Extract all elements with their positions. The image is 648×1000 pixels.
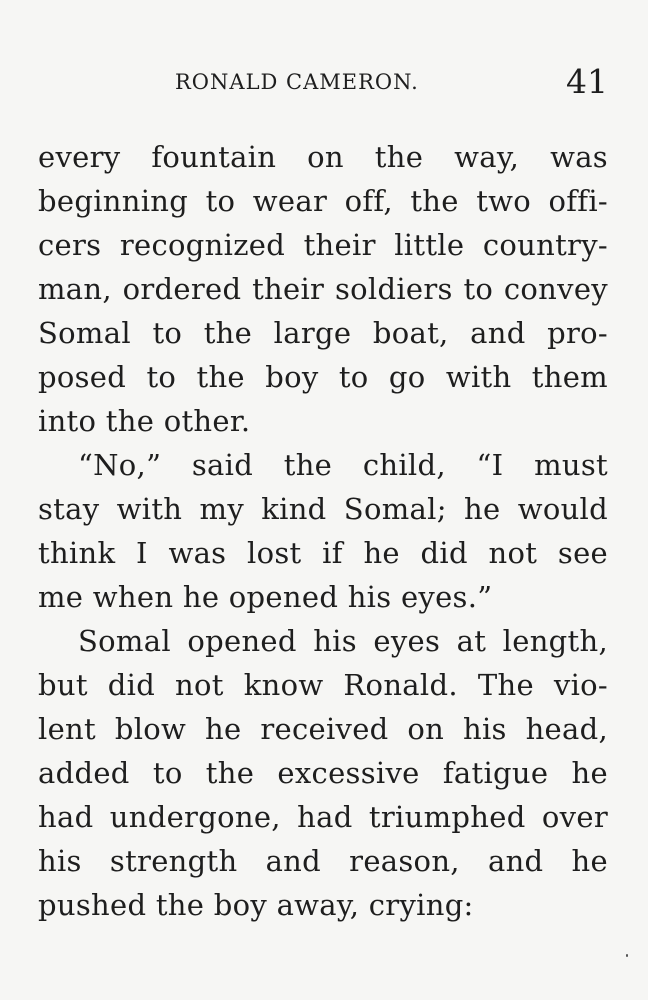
text-line: Somal opened his eyes at length, [78, 624, 608, 658]
paper-speck [626, 954, 628, 957]
text-line: cers recognized their little country- [38, 228, 608, 262]
text-line: “No,” said the child, “I must [78, 448, 608, 482]
text-line: Somal to the large boat, and pro- [38, 316, 608, 350]
text-line: into the other. [38, 404, 251, 438]
text-line: stay with my kind Somal; he would [38, 492, 608, 526]
text-line: but did not know Ronald. The vio- [38, 668, 608, 702]
text-line: had undergone, had triumphed over [38, 800, 608, 834]
text-line: his strength and reason, and he [38, 844, 608, 878]
text-line: every fountain on the way, was [38, 140, 608, 174]
body-text [38, 135, 608, 927]
text-line: think I was lost if he did not see [38, 536, 608, 570]
text-line: posed to the boy to go with them [38, 360, 608, 394]
page-number: 41 [566, 62, 608, 101]
text-line: me when he opened his eyes.” [38, 580, 493, 614]
text-line: beginning to wear off, the two offi- [38, 184, 608, 218]
text-line: lent blow he received on his head, [38, 712, 608, 746]
text-line: added to the excessive fatigue he [38, 756, 608, 790]
text-line: pushed the boy away, crying: [38, 888, 474, 922]
text-line: man, ordered their soldiers to convey [38, 272, 608, 306]
running-head [0, 62, 648, 102]
running-title: RONALD CAMERON. [175, 70, 419, 94]
